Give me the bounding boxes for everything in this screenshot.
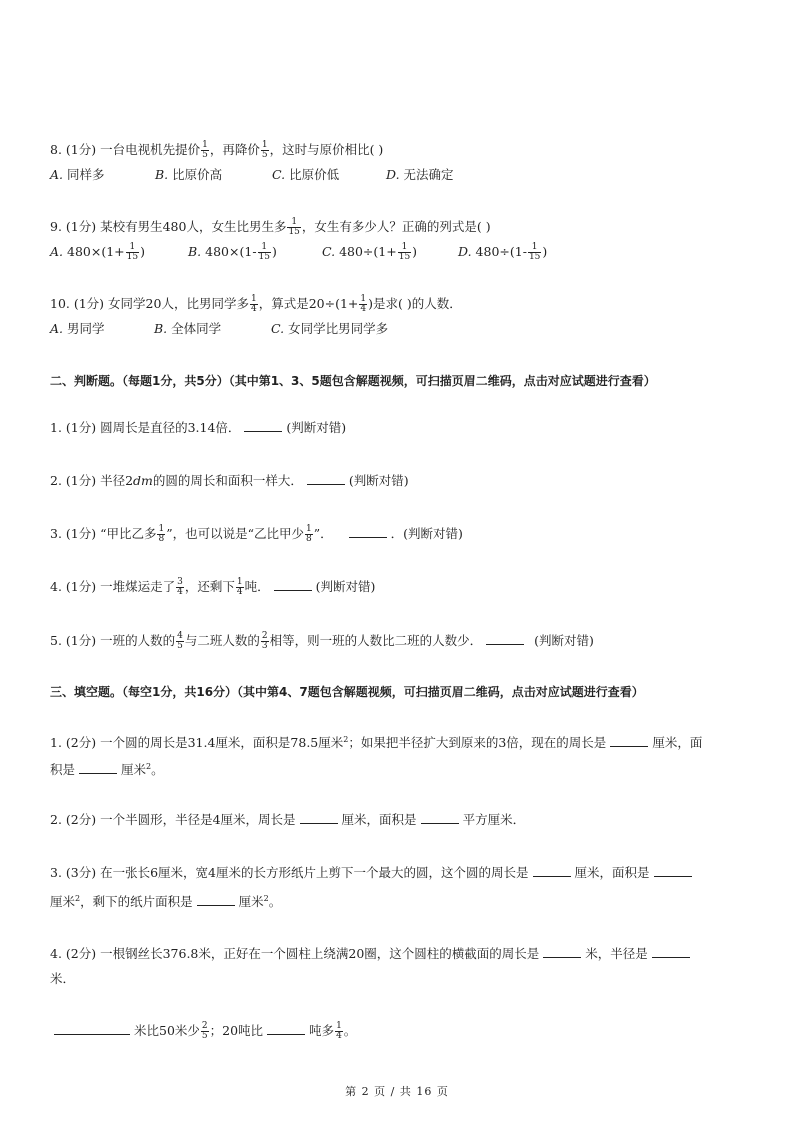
fraction: $\frac{4}{5}$ <box>177 631 183 651</box>
answer-blank[interactable] <box>79 761 117 774</box>
answer-blank[interactable] <box>533 864 571 877</box>
section-heading-judgement: 二、判断题。（每题1分，共5分）（其中第1、3、5题包含解题视频，可扫描页眉二维码，点击对应试题进行查看） <box>50 374 656 388</box>
judgement-2: 2. (1分) 半径2dm的圆的周长和面积一样大． (判断对错) <box>50 473 409 488</box>
answer-blank[interactable] <box>54 1022 130 1035</box>
answer-blank[interactable] <box>610 734 648 747</box>
question-10-options <box>50 320 388 338</box>
fill-5: 米比50米少 $\frac{2}{5}$ ；20吨比 吨多 $\frac{1}{4}$ 。 <box>50 1022 356 1041</box>
option-b[interactable]: B. 比原价高 <box>155 167 223 182</box>
judgement-5: 5. (1分) 一班的人数的 $\frac{4}{5}$ 与二班人数的 $\frac{2}{3}$ 相等，则一班的人数比二班的人数少． (判断对错) <box>50 631 594 651</box>
question-9-options <box>50 243 547 262</box>
option-b[interactable]: B. 480×(1- $\frac{1}{15}$ ) <box>188 242 277 262</box>
option-c[interactable]: C. 480÷(1+ $\frac{1}{15}$ ) <box>322 242 418 262</box>
section-heading-fill-in: 三、填空题。（每空1分，共16分）（其中第4、7题包含解题视频，可扫描页眉二维码，点击对应试题进行查看） <box>50 685 644 699</box>
fill-2: 2. (2分) 一个半圆形，半径是4厘米，周长是 厘米，面积是 平方厘米． <box>50 812 526 827</box>
answer-blank[interactable] <box>197 893 235 906</box>
answer-blank[interactable] <box>267 1022 305 1035</box>
fraction: $\frac{1}{8}$ <box>306 524 312 544</box>
fraction: $\frac{1}{5}$ <box>202 140 208 160</box>
fraction: $\frac{1}{4}$ <box>336 1021 342 1041</box>
fill-4-line-1: 4. (2分) 一根钢丝长376.8米，正好在一个圆柱上绕满20圈，这个圆柱的横截面的周长是 米，半径是 <box>50 945 694 963</box>
option-d[interactable]: D. 无法确定 <box>386 167 454 182</box>
fraction: $\frac{1}{4}$ <box>360 294 367 314</box>
fraction: $\frac{1}{15}$ <box>288 217 300 237</box>
question-8-stem: 8. (1分) 一台电视机先提价 $\frac{1}{5}$ ，再降价 $\frac{1}{5}$ ，这时与原价相比( ) <box>50 140 384 160</box>
answer-blank[interactable] <box>652 945 690 958</box>
fill-1-line-1: 1. (2分) 一个圆的周长是31.4厘米，面积是78.5厘米$^2$；如果把半径扩大到原来的3倍，现在的周长是 厘米，面 <box>50 735 703 751</box>
fraction: $\frac{2}{5}$ <box>201 1021 208 1041</box>
page-footer: 第 2 页 / 共 16 页 <box>345 1085 449 1098</box>
fill-3-line-2: 厘米$^2$，剩下的纸片面积是 厘米$^2$。 <box>50 894 282 910</box>
option-d[interactable]: D. 480÷(1- $\frac{1}{15}$ ) <box>458 242 548 262</box>
fill-3-line-1: 3. (3分) 在一张长6厘米，宽4厘米的长方形纸片上剪下一个最大的圆，这个圆的周长是 厘米，面积是 <box>50 864 696 882</box>
judgement-3: 3. (1分) “甲比乙多 $\frac{1}{8}$ ”，也可以说是“乙比甲少 $\frac{1}{8}$ ”． ．(判断对错) <box>50 524 463 544</box>
fraction: $\frac{1}{4}$ <box>236 577 243 597</box>
answer-blank[interactable] <box>654 864 692 877</box>
judgement-4: 4. (1分) 一堆煤运走了 $\frac{3}{4}$ ，还剩下 $\frac{1}{4}$ 吨． (判断对错) <box>50 577 376 597</box>
answer-blank[interactable] <box>486 632 524 645</box>
answer-blank[interactable] <box>300 811 338 824</box>
answer-blank[interactable] <box>244 419 282 432</box>
answer-blank[interactable] <box>543 945 581 958</box>
answer-blank[interactable] <box>274 578 312 591</box>
fill-4-line-2: 米． <box>50 971 76 986</box>
option-b[interactable]: B. 全体同学 <box>154 321 222 336</box>
answer-blank[interactable] <box>307 472 345 485</box>
option-c[interactable]: C. 比原价低 <box>272 167 340 182</box>
fraction: $\frac{1}{4}$ <box>250 294 257 314</box>
fraction: $\frac{1}{5}$ <box>261 140 268 160</box>
question-10-stem: 10. (1分) 女同学20人，比男同学多 $\frac{1}{4}$ ，算式是20÷(1+ $\frac{1}{4}$ )是求( )的人数． <box>50 294 462 314</box>
answer-blank[interactable] <box>349 525 387 538</box>
question-9-stem: 9. (1分) 某校有男生480人，女生比男生多 $\frac{1}{15}$ ，女生有多少人？正确的列式是( ) <box>50 217 491 237</box>
judgement-1: 1. (1分) 圆周长是直径的3.14倍． (判断对错) <box>50 420 347 435</box>
question-8-options <box>50 166 454 184</box>
option-a[interactable]: A. 男同学 <box>50 321 105 336</box>
option-c[interactable]: C. 女同学比男同学多 <box>271 321 389 336</box>
fraction: $\frac{2}{3}$ <box>261 631 268 651</box>
fraction: $\frac{1}{8}$ <box>158 524 165 544</box>
option-a[interactable]: A. 同样多 <box>50 167 105 182</box>
fill-1-line-2: 积是 厘米$^2$。 <box>50 762 164 778</box>
answer-blank[interactable] <box>421 811 459 824</box>
fraction: $\frac{3}{4}$ <box>177 577 183 597</box>
option-a[interactable]: A. 480×(1+ $\frac{1}{15}$ ) <box>50 242 145 262</box>
